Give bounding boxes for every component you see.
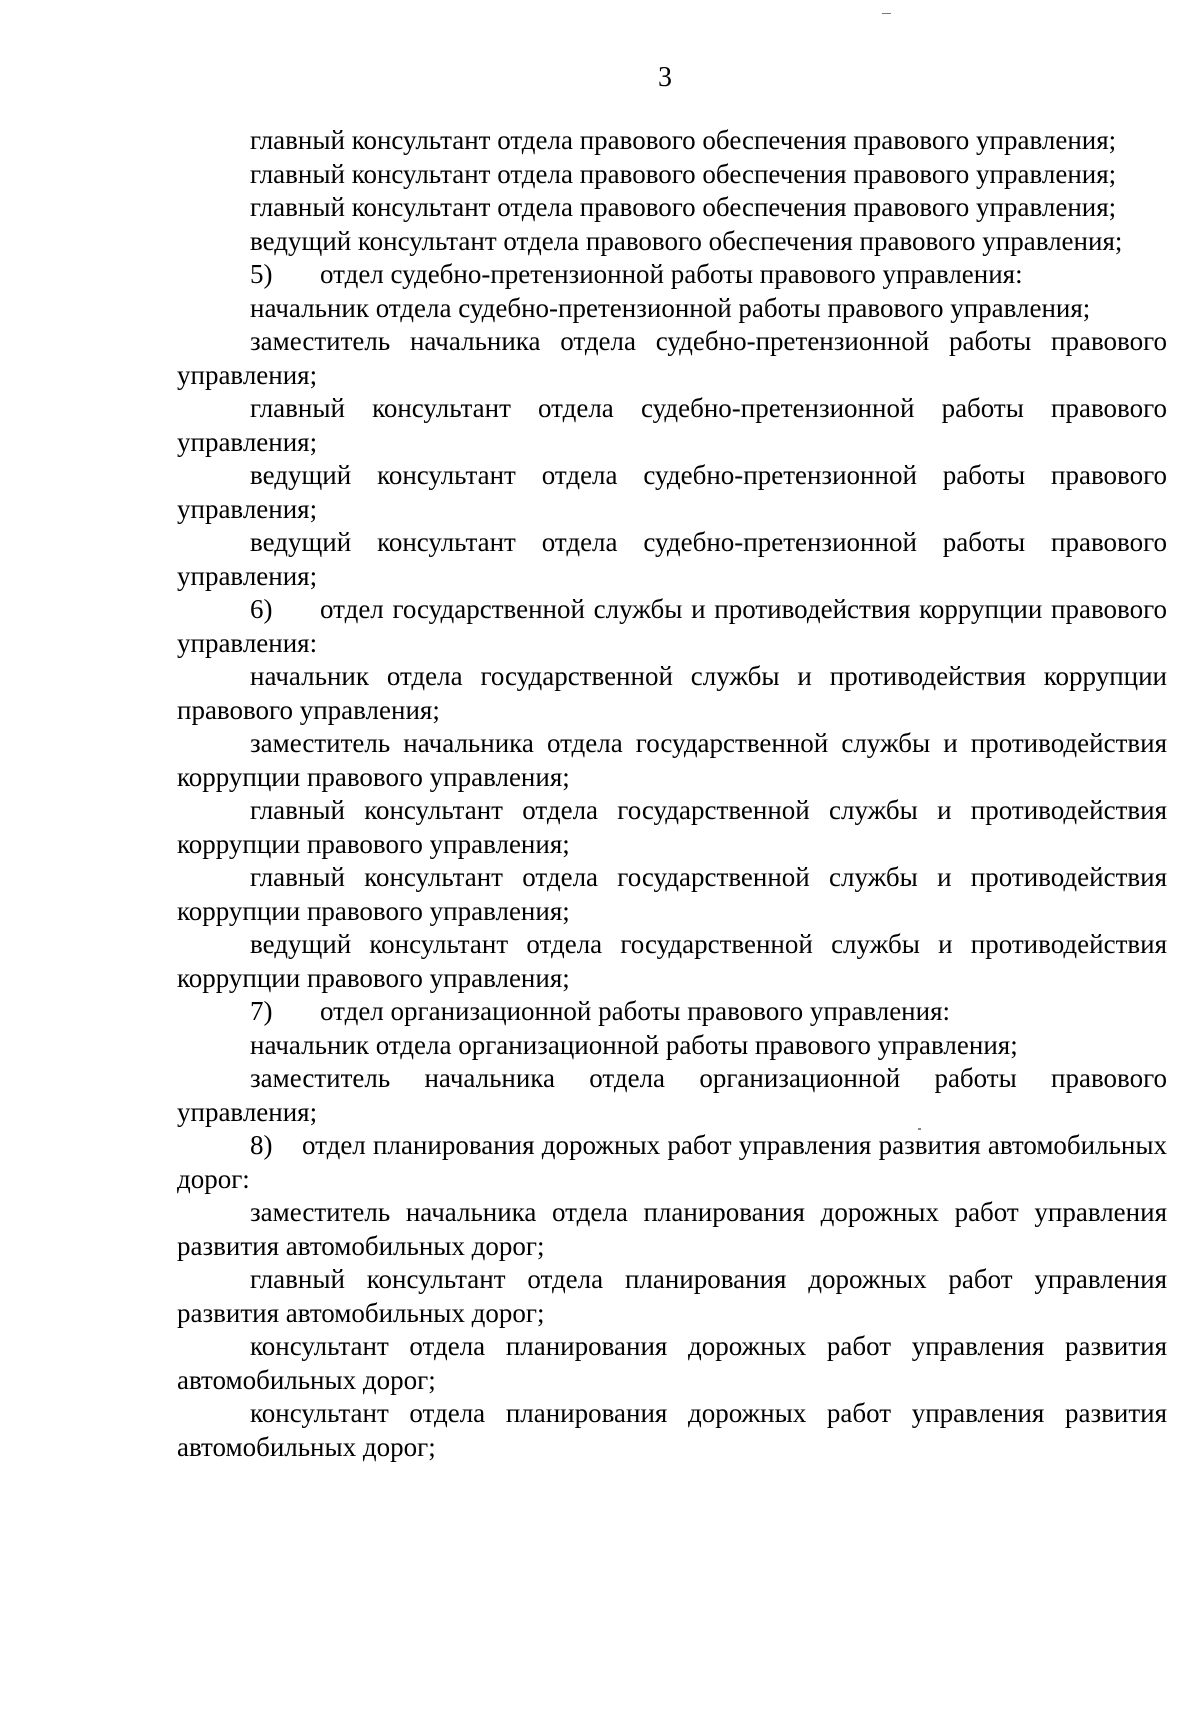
paragraph [177, 191, 1167, 225]
paragraph-text: главный консультант отдела государственной службы и противодействия коррупции правового управления; [177, 795, 1167, 859]
paragraph-text: ведущий консультант отдела судебно-претензионной работы правового управления; [177, 527, 1167, 591]
paragraph [177, 727, 1167, 794]
paragraph [177, 861, 1167, 928]
paragraph [177, 459, 1167, 526]
item-number: 7) [250, 996, 273, 1026]
paragraph [177, 325, 1167, 392]
paragraph-text: главный консультант отдела правового обеспечения правового управления; [250, 158, 1117, 189]
paragraph [177, 660, 1167, 727]
paragraph-text: заместитель начальника отдела организационной работы правового управления; [177, 1063, 1167, 1127]
paragraph-text: заместитель начальника отдела государственной службы и противодействия коррупции правового управления; [177, 728, 1167, 792]
item-number: 8) [250, 1130, 273, 1160]
paragraph-text: начальник отдела государственной службы и противодействия коррупции правового управления; [177, 661, 1167, 725]
paragraph [177, 225, 1167, 259]
numbered-paragraph [177, 593, 1167, 660]
paragraph [177, 158, 1167, 192]
paragraph-text: отдел планирования дорожных работ управления развития автомобильных дорог: [177, 1130, 1167, 1194]
scan-artifact-mark [882, 13, 891, 14]
paragraph-text: начальник отдела организационной работы правового управления; [250, 1029, 1018, 1060]
paragraph [177, 1263, 1167, 1330]
paragraph-text: консультант отдела планирования дорожных работ управления развития автомобильных дорог; [177, 1398, 1167, 1462]
paragraph [177, 526, 1167, 593]
paragraph-text: ведущий консультант отдела государственной службы и противодействия коррупции правового управления; [177, 929, 1167, 993]
paragraph [177, 392, 1167, 459]
paragraph-text: главный консультант отдела правового обеспечения правового управления; [250, 125, 1117, 155]
paragraph-text: ведущий консультант отдела судебно-претензионной работы правового управления; [177, 460, 1167, 524]
paragraph-text: главный консультант отдела государственной службы и противодействия коррупции правового управления; [177, 862, 1167, 926]
item-number: 6) [250, 594, 273, 624]
paragraph-text: главный консультант отдела правового обеспечения правового управления; [250, 192, 1117, 222]
paragraph [177, 1397, 1167, 1464]
item-number: 5) [250, 259, 273, 289]
document-body [177, 124, 1167, 1464]
page-number: 3 [658, 62, 672, 93]
paragraph-text: главный консультант отдела планирования дорожных работ управления развития автомобильных дорог; [177, 1264, 1167, 1328]
paragraph [177, 794, 1167, 861]
paragraph [177, 292, 1167, 326]
paragraph-text: отдел судебно-претензионной работы правового управления: [320, 259, 1023, 289]
paragraph [177, 1029, 1167, 1063]
paragraph [177, 928, 1167, 995]
paragraph-text: заместитель начальника отдела планирования дорожных работ управления развития автомобильных дорог; [177, 1197, 1167, 1261]
paragraph-text: консультант отдела планирования дорожных работ управления развития автомобильных дорог; [177, 1331, 1167, 1395]
numbered-paragraph [177, 1129, 1167, 1196]
paragraph-text: отдел государственной службы и противодействия коррупции правового управления: [177, 594, 1167, 658]
paragraph [177, 124, 1167, 158]
paragraph-text: ведущий консультант отдела правового обеспечения правового управления; [250, 225, 1123, 256]
paragraph-text: отдел организационной работы правового управления: [320, 996, 951, 1026]
paragraph [177, 1330, 1167, 1397]
paragraph [177, 1196, 1167, 1263]
paragraph-text: начальник отдела судебно-претензионной работы правового управления; [250, 292, 1091, 323]
numbered-paragraph [177, 258, 1167, 292]
numbered-paragraph [177, 995, 1167, 1029]
paragraph [177, 1062, 1167, 1129]
paragraph-text: заместитель начальника отдела судебно-претензионной работы правового управления; [177, 326, 1167, 390]
paragraph-text: главный консультант отдела судебно-претензионной работы правового управления; [177, 393, 1167, 457]
